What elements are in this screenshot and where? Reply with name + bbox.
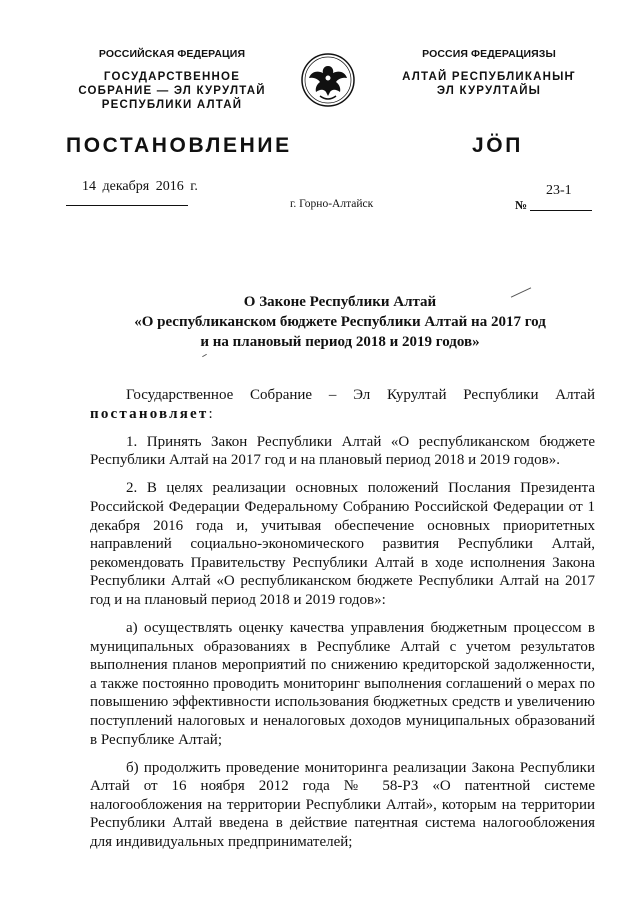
paragraph-intro (90, 386, 595, 423)
title-line-3: и на плановый период 2018 и 2019 годов» (200, 334, 480, 350)
title-line-2: «О республиканском бюджете Республики Алтай на 2017 год (134, 314, 546, 330)
resolves-colon: : (208, 405, 213, 422)
title-line-1: О Законе Республики Алтай (243, 294, 437, 310)
number-underline (530, 210, 592, 211)
document-city: г. Горно-Алтайск (290, 198, 374, 210)
left-org-line-1: ГОСУДАРСТВЕННОЕ (103, 71, 241, 83)
number-label: № (515, 198, 528, 212)
right-org-line-2: ЭЛ КУРУЛТАЙЫ (436, 85, 542, 97)
scan-mark (202, 354, 207, 357)
header-right (384, 48, 594, 98)
doc-type-russian: ПОСТАНОВЛЕНИЕ (66, 134, 292, 157)
paragraph-2: 2. В целях реализации основных положений Послания Президента Российской Федерации Федеральному Собранию Российской Федерации от 1 декабря 2016 года и, учитывая обеспечение основных приоритетных направлений социально-экономического развития Республики Алтай, рекомендовать Правительству Республики Алтай в ходе исполнения Закона Республики Алтай «О республиканском бюджете Республики Алтай на 2017 год и на плановый период 2018 и 2019 годов»: (90, 480, 595, 608)
doc-type-altai: JÖП (472, 134, 523, 157)
header-left (62, 48, 282, 112)
resolves-word: постановляет (90, 405, 209, 422)
document-number: 23-1 (546, 183, 572, 198)
paragraph-a: а) осуществлять оценку качества управления бюджетным процессом в муниципальных образованиях в Республике Алтай с учетом результатов выполнения планов мероприятий по снижению кредиторской задолженности, а также постоянно проводить мониторинг выполнения соглашений о мерах по повышению эффективности использования бюджетных средств и увеличению поступлений налоговых и неналоговых доходов муниципальных образований в Республике Алтай; (90, 620, 595, 748)
intro-text: Государственное Собрание – Эл Курултай Республики Алтай (126, 387, 595, 403)
date-underline (66, 205, 188, 206)
left-org-line-2: СОБРАНИЕ — ЭЛ КУРУЛТАЙ (78, 85, 266, 97)
paragraph-b: б) продолжить проведение мониторинга реализации Закона Республики Алтай от 16 ноября 2012 года № 58-РЗ «О патентной системе налогообложения на территории Республики Алтай», которым на территории Республики Алтай введена в действие патентная система налогообложения для индивидуальных предпринимателей; (90, 759, 595, 851)
left-org-line-3: РЕСПУБЛИКИ АЛТАЙ (101, 99, 243, 111)
right-country: РОССИЯ ФЕДЕРАЦИЯЗЫ (422, 48, 556, 60)
paragraph-1: 1. Принять Закон Республики Алтай «О республиканском бюджете Республики Алтай на 2017 год и на плановый период 2018 и 2019 годов». (90, 433, 595, 469)
document-title (90, 292, 590, 352)
document-date: 14 декабря 2016 г. (82, 179, 198, 194)
right-org-line-1: АЛТАЙ РЕСПУБЛИКАНЫҤ (402, 71, 576, 83)
altai-republic-emblem-icon (300, 52, 356, 108)
left-country: РОССИЙСКАЯ ФЕДЕРАЦИЯ (98, 48, 246, 60)
document-body (90, 386, 595, 861)
